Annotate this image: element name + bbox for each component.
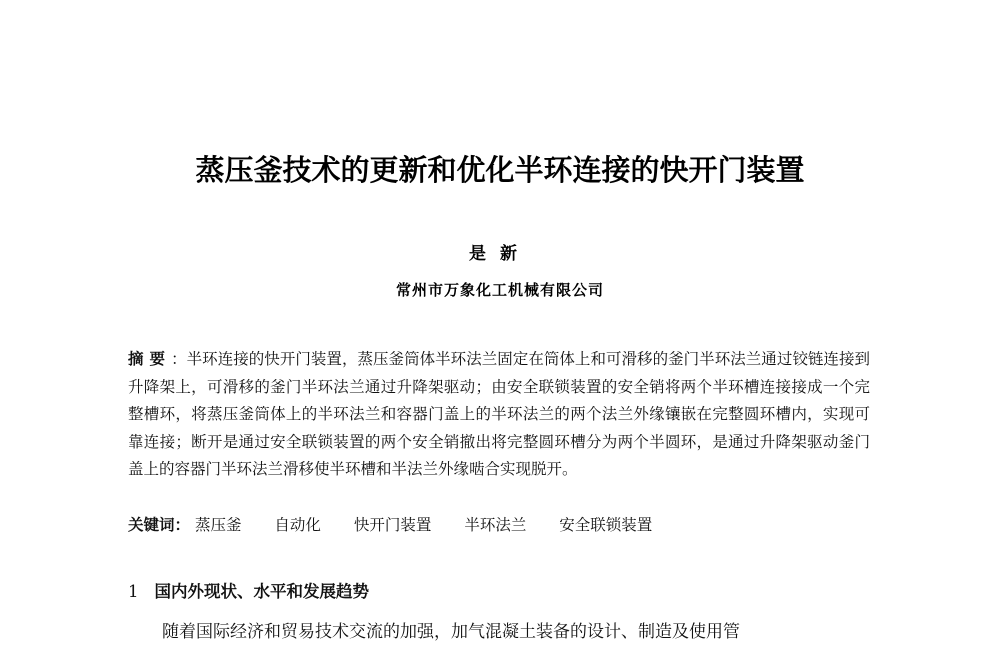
keyword-item: 自动化 [274,516,321,534]
keyword-item: 快开门装置 [353,516,432,534]
keywords-line [128,513,870,537]
keyword-item: 半环法兰 [464,516,527,534]
keywords-label: 关键词： [128,515,191,534]
abstract-text: 半环连接的快开门装置，蒸压釜筒体半环法兰固定在筒体上和可滑移的釜门半环法兰通过铰链连接到升降架上，可滑移的釜门半环法兰通过升降架驱动；由安全联锁装置的安全销将两个半环槽连接接成一个完整槽环，将蒸压釜筒体上的半环法兰和容器门盖上的半环法兰的两个法兰外缘镶嵌在完整圆环槽内，实现可靠连接；断开是通过安全联锁装置的两个安全销撤出将完整圆环槽分为两个半圆环，是通过升降架驱动釜门盖上的容器门半环法兰滑移使半环槽和半法兰外缘啮合实现脱开。 [128,350,870,479]
section-number: 1 [128,582,139,601]
keyword-item: 蒸压釜 [194,516,242,534]
abstract-label-colon: ： [171,350,187,368]
body-paragraph: 随着国际经济和贸易技术交流的加强，加气混凝土装备的设计、制造及使用管 [162,622,740,642]
keyword-item: 安全联锁装置 [559,516,653,534]
author-name: 是新 [469,244,531,264]
section-heading [128,578,369,602]
abstract-block [128,345,870,484]
author-affiliation: 常州市万象化工机械有限公司 [395,281,604,299]
section-title: 国内外现状、水平和发展趋势 [154,582,369,601]
abstract-label: 摘要 [128,349,172,368]
paper-title: 蒸压釜技术的更新和优化半环连接的快开门装置 [195,153,805,187]
